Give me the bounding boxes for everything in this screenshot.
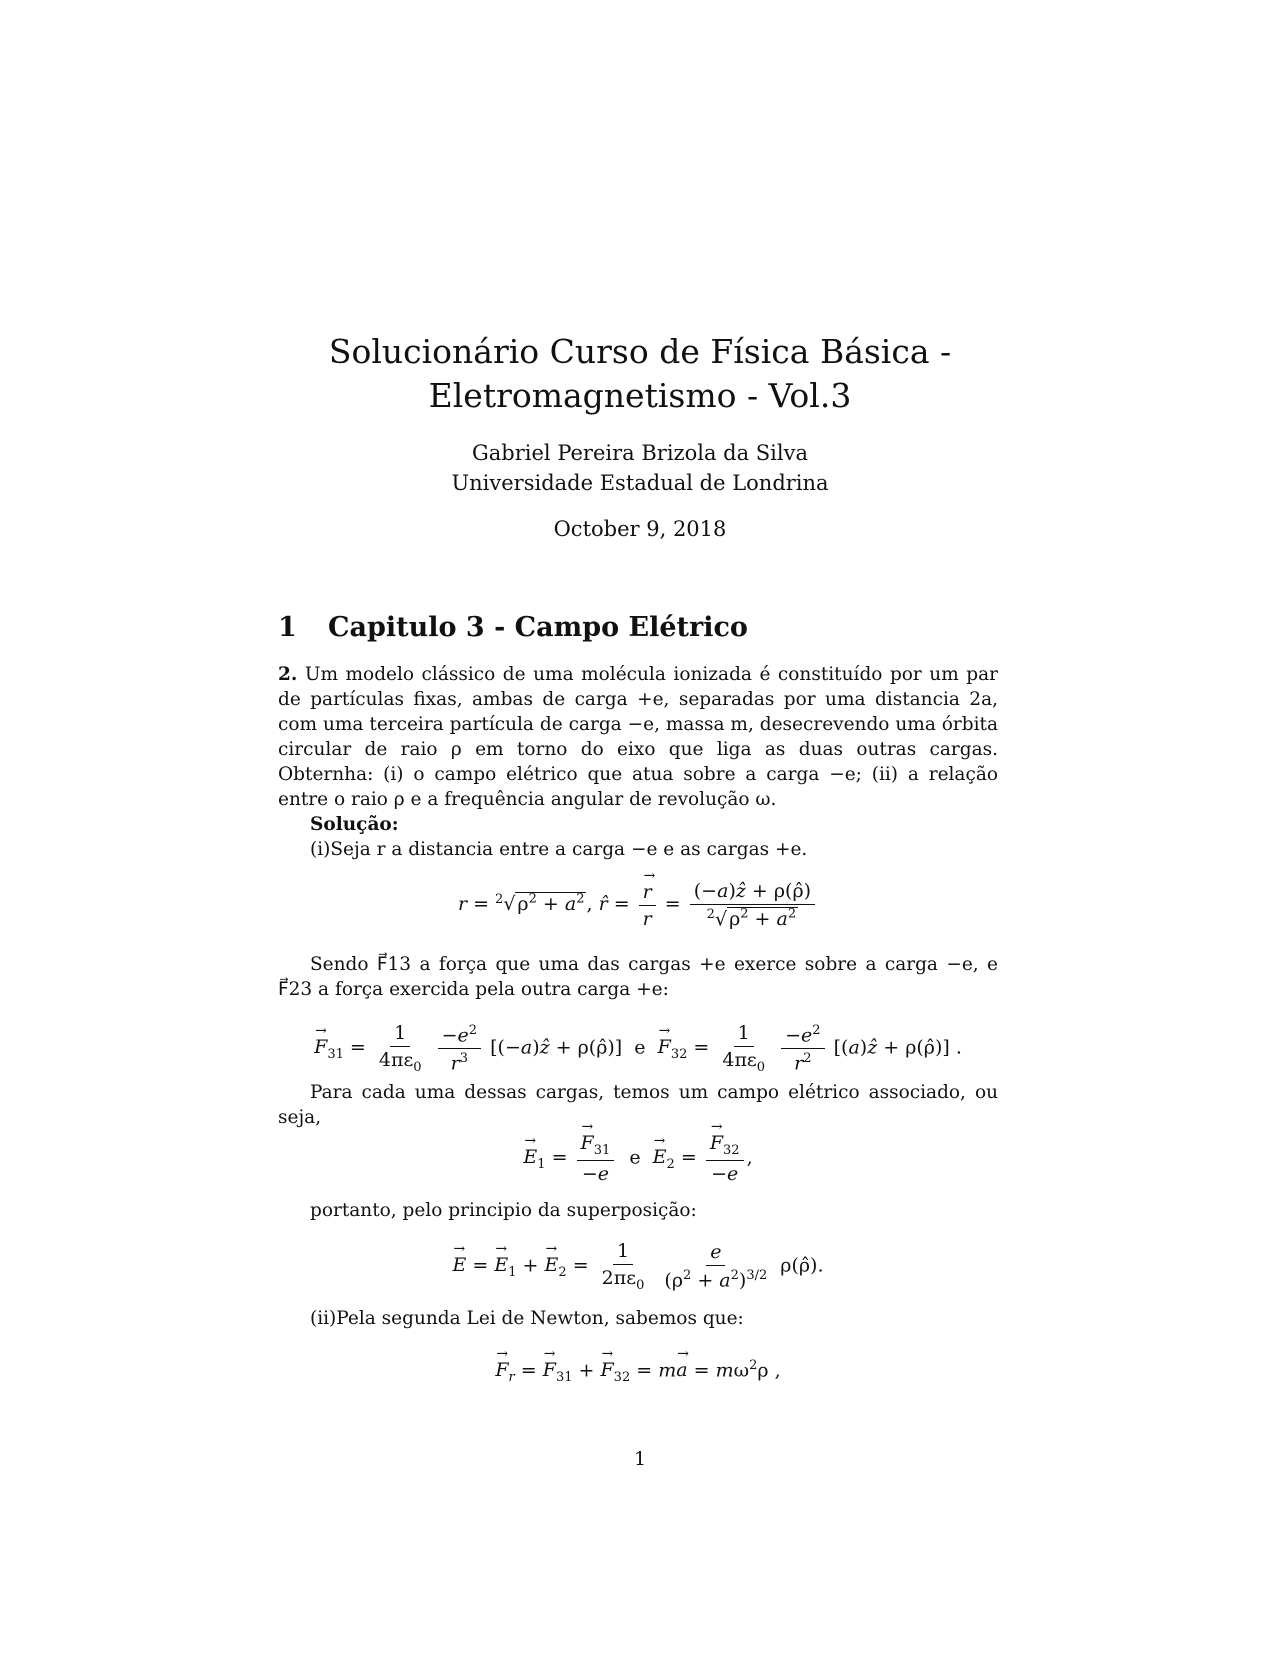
solution-paragraph-4: portanto, pelo principio da superposição: [310, 1200, 697, 1221]
solution-paragraph-1: (i)Seja r a distancia entre a carga −e e as cargas +e. [310, 839, 808, 860]
equation-forces: → $F_{31}$ = $\frac{1}{4\pi\varepsilon_0}$ $\frac{-e^2}{r^3}$ [(−a)ẑ + ρ(ρ̂)] $e \to F_{32}$ = $\frac{1}{4\pi\varepsilon_0}$ $\frac{-e^2}{r^2}$ [(a)ẑ + ρ(ρ̂)] . [278, 1022, 998, 1075]
author-name: Gabriel Pereira Brizola da Silva [472, 441, 808, 465]
title-line-1: Solucionário Curso de Física Básica - [328, 332, 952, 371]
title-block [0, 330, 1280, 544]
section-title: Capitulo 3 - Campo Elétrico [328, 612, 748, 643]
title-line-2: Eletromagnetismo - Vol.3 [428, 376, 852, 415]
solution-paragraph-3: Para cada uma dessas cargas, temos um campo elétrico associado, ou seja, [278, 1082, 998, 1128]
equation-superposition: → E = → $E_1$ + → $E_2$ = $\frac{1}{2\pi\varepsilon_0}$ $\frac{e}{(\rho^2 + a^2)^{3/2}}$ ρ(ρ̂). [278, 1240, 998, 1293]
equation-fields: → $E_1$ = → $\frac{F_{31}}{-e}$ $e \to E_2$ = → $\frac{F_{32}}{-e}$ , [278, 1132, 998, 1185]
problem-number: 2. [278, 664, 298, 685]
problem-statement [278, 662, 998, 812]
solution-paragraph-2: Sendo F⃗13 a força que uma das cargas +e exerce sobre a carga −e, e F⃗23 a força exercida pela outra carga +e: [278, 954, 998, 1000]
author-block [0, 438, 1280, 498]
equation-newton: → $F_r$ = → $F_{31}$ + → $F_{32} = m\to a = m\omega^2\rho$ , [278, 1358, 998, 1385]
equation-r: r = $^2$√ $\rho^2 + a^2$ , r̂ = → $\frac{r}{r}$ = $\frac{\text{(−a)ẑ + ρ(ρ̂)}}{^2√ \rho^2 + a^2}$ [278, 880, 998, 930]
institution: Universidade Estadual de Londrina [451, 471, 829, 495]
solution-label: Solução: [310, 814, 399, 835]
page-number: 1 [633, 1448, 647, 1470]
date: October 9, 2018 [553, 517, 727, 541]
problem-text: Um modelo clássico de uma molécula ionizada é constituído por um par de partículas fixas, ambas de carga +e, separadas por uma distancia 2a, com uma terceira partícula de carga −e, massa m, desecrevendo uma órbita circular de raio ρ em torno do eixo que liga as duas outras cargas. Obternha: (i) o campo elétrico que atua sobre a carga −e; (ii) a relação entre o raio ρ e a frequência angular de revolução ω. [278, 664, 998, 810]
section-number: 1 [278, 612, 297, 643]
solution-paragraph-5: (ii)Pela segunda Lei de Newton, sabemos que: [310, 1308, 744, 1329]
section-heading [278, 612, 748, 643]
